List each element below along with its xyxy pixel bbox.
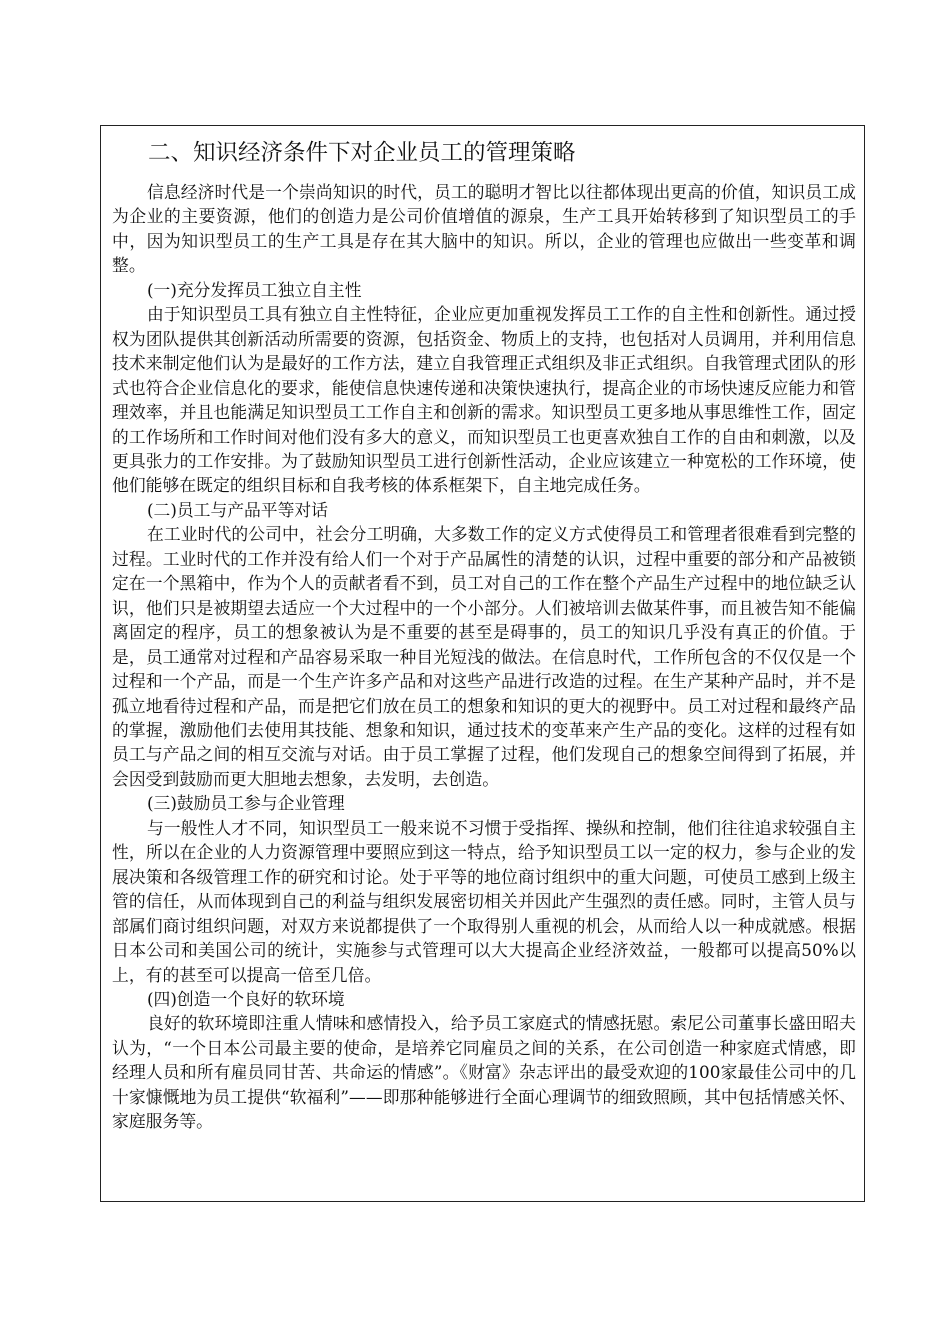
subsection-body-4: 良好的软环境即注重人情味和感情投入，给予员工家庭式的情感抚慰。索尼公司董事长盛田昭夫认为，“一个日本公司最主要的使命，是培养它同雇员之间的关系，在公司创造一种家庭式情感，即经理人员和所有雇员同甘苦、共命运的情感”。《财富》杂志评出的最受欢迎的100家最佳公司中的几十家慷慨地为员工提供“软福利”——即那种能够进行全面心理调节的细致照顾，其中包括情感关怀、家庭服务等。: [112, 1013, 856, 1132]
subsection-body-2: 在工业时代的公司中，社会分工明确，大多数工作的定义方式使得员工和管理者很难看到完整的过程。工业时代的工作并没有给人们一个对于产品属性的清楚的认识，过程中重要的部分和产品被锁定在一个黑箱中，作为个人的贡献者看不到，员工对自己的工作在整个产品生产过程中的地位缺乏认识，他们只是被期望去适应一个大过程中的一个小部分。人们被培训去做某件事，而且被告知不能偏离固定的程序，员工的想象被认为是不重要的甚至是碍事的，员工的知识几乎没有真正的价值。于是，员工通常对过程和产品容易采取一种目光短浅的做法。在信息时代，工作所包含的不仅仅是一个过程和一个产品，而是一个生产许多产品和对这些产品进行改造的过程。在生产某种产品时，并不是孤立地看待过程和产品，而是把它们放在员工的想象和知识的更大的视野中。员工对过程和最终产品的掌握，激励他们去使用其技能、想象和知识，通过技术的变革来产生产品的变化。这样的过程有如员工与产品之间的相互交流与对话。由于员工掌握了过程，他们发现自己的想象空间得到了拓展，并会因受到鼓励而更大胆地去想象，去发明，去创造。: [112, 524, 856, 789]
document-frame: [100, 125, 865, 1202]
subsection-title-1: (一)充分发挥员工独立自主性: [147, 279, 362, 300]
document-content: [112, 138, 856, 1134]
section-heading: 二、知识经济条件下对企业员工的管理策略: [148, 140, 576, 166]
subsection-title-4: (四)创造一个良好的软环境: [147, 988, 345, 1009]
subsection-body-3: 与一般性人才不同，知识型员工一般来说不习惯于受指挥、操纵和控制，他们往往追求较强自主性，所以在企业的人力资源管理中要照应到这一特点，给予知识型员工以一定的权力，参与企业的发展决策和各级管理工作的研究和讨论。处于平等的地位商讨组织中的重大问题，可使员工感到上级主管的信任，从而体现到自己的利益与组织发展密切相关并因此产生强烈的责任感。同时，主管人员与部属们商讨组织问题，对双方来说都提供了一个取得别人重视的机会，从而给人以一种成就感。根据日本公司和美国公司的统计，实施参与式管理可以大大提高企业经济效益，一般都可以提高50%以上，有的甚至可以提高一倍至几倍。: [112, 817, 856, 985]
subsection-title-2: (二)员工与产品平等对话: [147, 499, 328, 520]
subsection-body-1: 由于知识型员工具有独立自主性特征，企业应更加重视发挥员工工作的自主性和创新性。通过授权为团队提供其创新活动所需要的资源，包括资金、物质上的支持，也包括对人员调用，并利用信息技术来制定他们认为是最好的工作方法，建立自我管理正式组织及非正式组织。自我管理式团队的形式也符合企业信息化的要求，能使信息快速传递和决策快速执行，提高企业的市场快速反应能力和管理效率，并且也能满足知识型员工工作自主和创新的需求。知识型员工更多地从事思维性工作，固定的工作场所和工作时间对他们没有多大的意义，而知识型员工也更喜欢独自工作的自由和刺激，以及更具张力的工作安排。为了鼓励知识型员工进行创新性活动，企业应该建立一种宽松的工作环境，使他们能够在既定的组织目标和自我考核的体系框架下，自主地完成任务。: [112, 304, 856, 496]
intro-paragraph: 信息经济时代是一个崇尚知识的时代，员工的聪明才智比以往都体现出更高的价值，知识员工成为企业的主要资源，他们的创造力是公司价值增值的源泉，生产工具开始转移到了知识型员工的手中，因为知识型员工的生产工具是存在其大脑中的知识。所以，企业的管理也应做出一些变革和调整。: [112, 182, 856, 276]
subsection-title-3: (三)鼓励员工参与企业管理: [147, 793, 345, 814]
